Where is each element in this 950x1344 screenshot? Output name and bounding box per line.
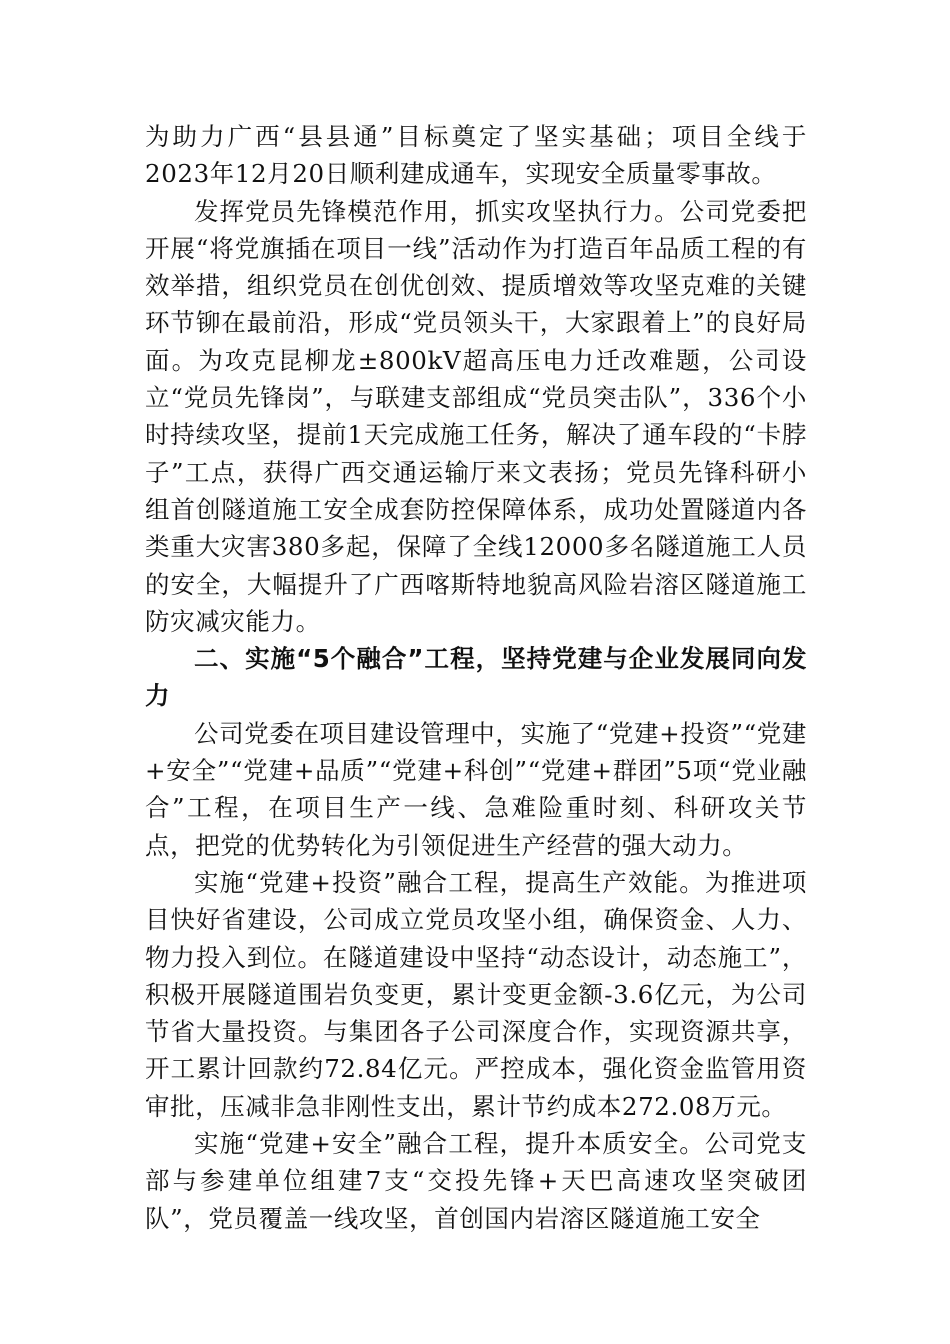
paragraph-party-investment: 实施“党建+投资”融合工程，提高生产效能。为推进项目快好省建设，公司成立党员攻坚小组，确保资金、人力、物力投入到位。在隧道建设中坚持“动态设计，动态施工”，积极开展隧道围岩负变更，累计变更金额-3.6亿元，为公司节省大量投资。与集团各子公司深度合作，实现资源共享，开工累计回款约72.84亿元。严控成本，强化资金监管用资审批，压减非急非刚性支出，累计节约成本272.08万元。	[145, 867, 807, 1121]
section-heading-five-integrations: 二、实施“5个融合”工程，坚持党建与企业发展同向发力	[145, 644, 807, 711]
paragraph-five-integrations-intro: 公司党委在项目建设管理中，实施了“党建+投资”“党建+安全”“党建+品质”“党建+科创”“党建+群团”5项“党业融合”工程，在项目生产一线、急难险重时刻、科研攻关节点，把党的优势转化为引领促进生产经营的强大动力。	[145, 718, 807, 860]
paragraph-party-safety: 实施“党建+安全”融合工程，提升本质安全。公司党支部与参建单位组建7支“交投先锋+天巴高速攻坚突破团队”，党员覆盖一线攻坚，首创国内岩溶区隧道施工安全	[145, 1129, 807, 1233]
paragraph-continuation: 为助力广西“县县通”目标奠定了坚实基础；项目全线于2023年12月20日顺利建成通车，实现安全质量零事故。	[145, 122, 807, 189]
paragraph-party-pioneer: 发挥党员先锋模范作用，抓实攻坚执行力。公司党委把开展“将党旗插在项目一线”活动作为打造百年品质工程的有效举措，组织党员在创优创效、提质增效等攻坚克难的关键环节铆在最前沿，形成“党员领头干，大家跟着上”的良好局面。为攻克昆柳龙±800kV超高压电力迁改难题，公司设立“党员先锋岗”，与联建支部组成“党员突击队”，336个小时持续攻坚，提前1天完成施工任务，解决了通车段的“卡脖子”工点，获得广西交通运输厅来文表扬；党员先锋科研小组首创隧道施工安全成套防控保障体系，成功处置隧道内各类重大灾害380多起，保障了全线12000多名隧道施工人员的安全，大幅提升了广西喀斯特地貌高风险岩溶区隧道施工防灾减灾能力。	[145, 196, 807, 636]
document-body	[145, 118, 807, 1237]
